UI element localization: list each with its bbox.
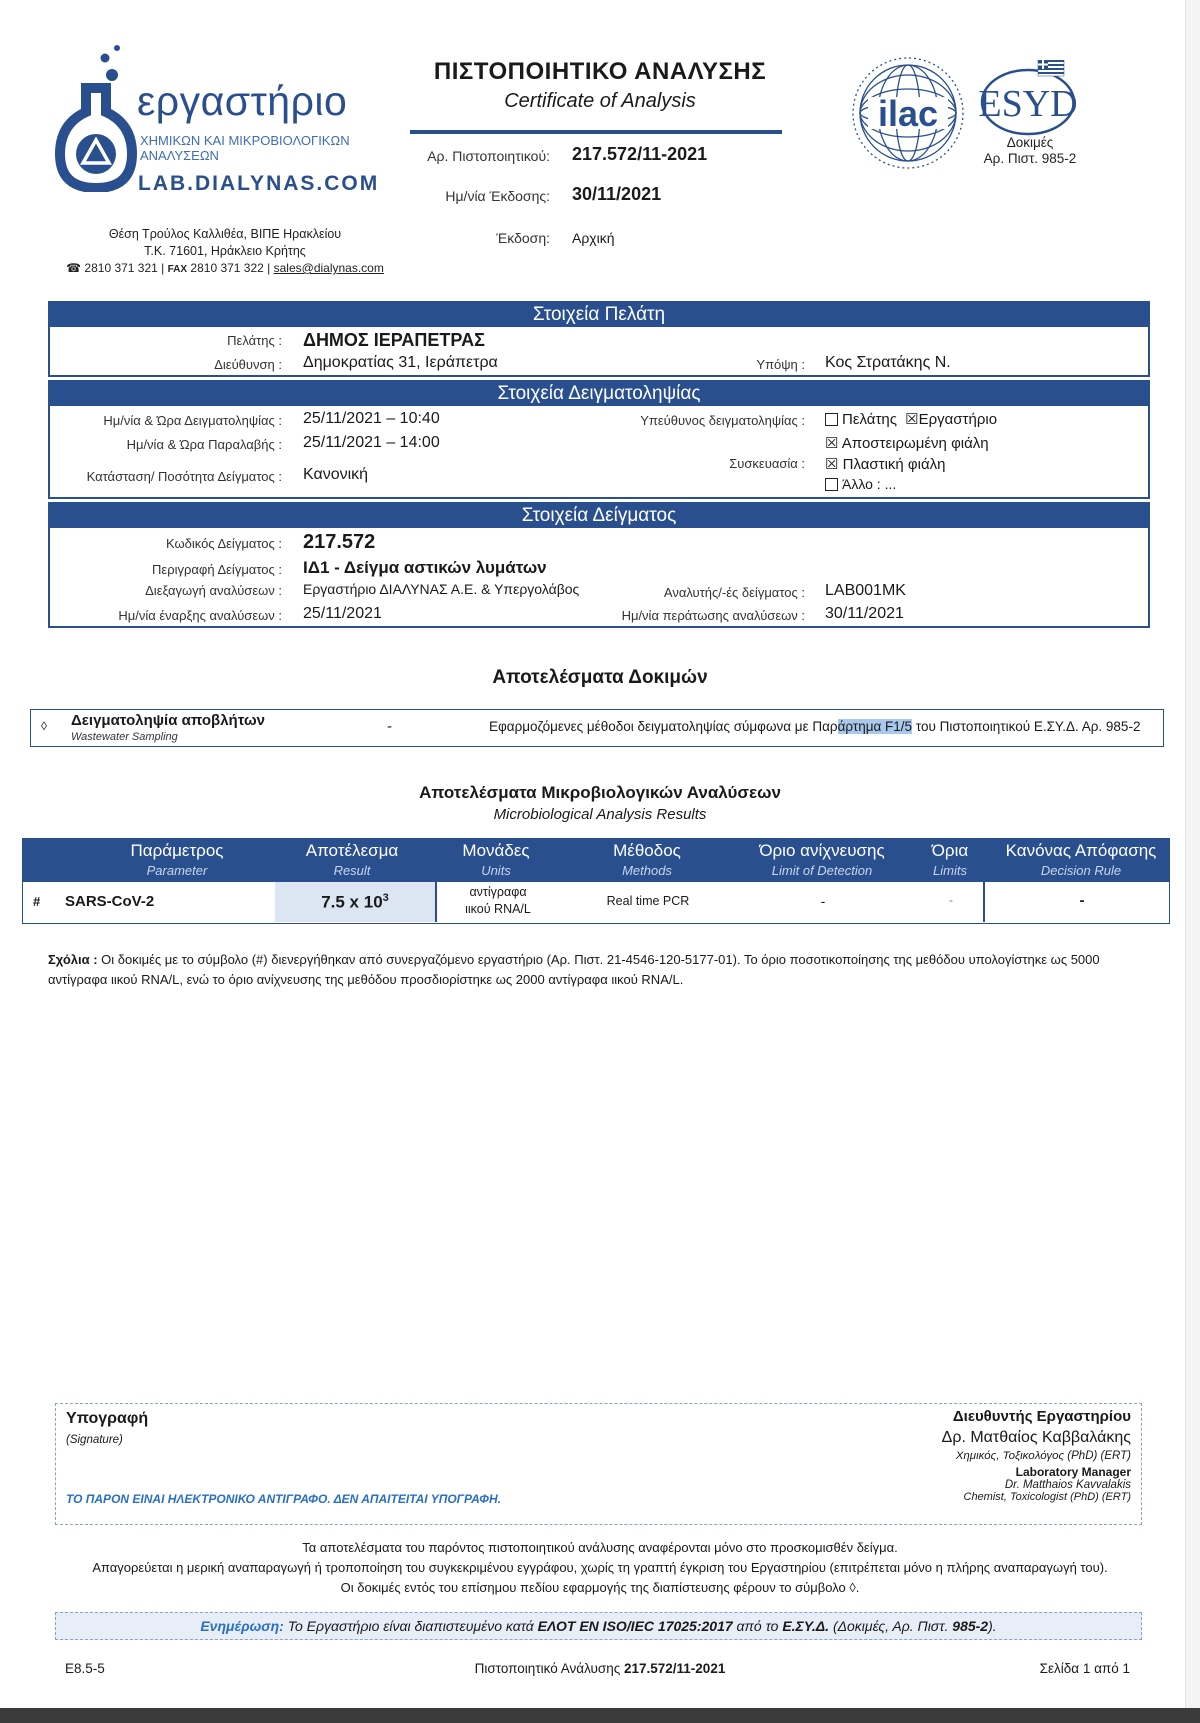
signature-box — [55, 1403, 1142, 1525]
col-units: Μονάδες Units — [462, 841, 530, 878]
certificate-title: ΠΙΣΤΟΠΟΙΗΤΙΚΟ ΑΝΑΛΥΣΗΣ — [433, 58, 767, 85]
pkg-other — [825, 476, 896, 492]
col-methods: Μέθοδος Methods — [613, 841, 681, 878]
client-attn-label: Υπόψη : — [756, 357, 805, 372]
lod-value: - — [820, 893, 826, 909]
sample-description: ΙΔ1 - Δείγμα αστικών λυμάτων — [303, 558, 547, 577]
sampling-band: Στοιχεία Δειγματοληψίας — [50, 382, 1148, 406]
esyd-text: ESYD — [978, 83, 1078, 125]
address-line-1: Θέση Τρούλος Καλλιθέα, ΒΙΠΕ Ηρακλείου — [108, 227, 342, 241]
col-decision: Κανόνας Απόφασης Decision Rule — [1005, 841, 1157, 878]
receipt-datetime: 25/11/2021 – 14:00 — [303, 434, 440, 451]
pkg-sterile-label: Αποστειρωμένη φιάλη — [841, 435, 989, 452]
accredited-symbol: ◊ — [41, 719, 47, 733]
sampling-datetime-label: Ημ/νία & Ώρα Δειγματοληψίας : — [103, 413, 282, 428]
ws-text-post: του Πιστοποιητικού Ε.ΣΥ.Δ. Αρ. 985-2 — [912, 719, 1141, 734]
end-date: 30/11/2021 — [825, 605, 904, 622]
inform-text-mid: από το — [732, 1618, 783, 1634]
inform-body: Ε.ΣΥ.Δ. — [782, 1618, 830, 1634]
results-title: Αποτελέσματα Δοκιμών — [492, 667, 708, 688]
end-date-label: Ημ/νία περάτωσης αναλύσεων : — [621, 608, 805, 623]
cert-no-value: 217.572/11-2021 — [572, 144, 708, 164]
phone-icon: ☎ — [66, 261, 82, 275]
inform-cert-no: 985-2 — [952, 1618, 989, 1634]
page-number: Σελίδα 1 από 1 — [1039, 1661, 1130, 1676]
comment-text: Οι δοκιμές με το σύμβολο (#) διενεργήθηκαν από συνεργαζόμενο εργαστήριο (Αρ. Πιστ. 21-4546-120-5177-01). Το όριο ποσοτικοποίησης της μεθόδου υπολογίστηκε ως 5000 αντίγραφα ιικού RNA/L, ενώ το όριο ανίχνευσης της μεθόδου προσδιορίστηκε ως 2000 αντίγραφα ιικού RNA/L. — [48, 952, 1100, 987]
lab-logo-word: εργαστήριο — [137, 78, 348, 124]
responsible-label: Υπεύθυνος δειγματοληψίας : — [640, 413, 805, 428]
analyst-value: LAB001MK — [825, 582, 906, 599]
condition-value: Κανονική — [303, 466, 369, 483]
comments — [48, 950, 1158, 990]
wastewater-sampling-row — [30, 709, 1164, 747]
table-row — [22, 882, 1170, 924]
checkbox-sterile-checked[interactable]: ☒ — [825, 435, 839, 452]
page-edge-right — [1185, 0, 1200, 1723]
ws-text-pre: Εφαρμοζόμενες μέθοδοι δειγματοληψίας σύμφωνα με Παρ — [489, 719, 838, 734]
performed-value: Εργαστήριο ΔΙΑΛΥΝΑΣ Α.Ε. & Υπεργολάβος — [303, 581, 580, 597]
client-band: Στοιχεία Πελάτη — [50, 303, 1148, 327]
checkbox-lab-checked[interactable]: ☒ — [905, 411, 919, 428]
decision-value: - — [1079, 892, 1085, 909]
manager-block — [942, 1408, 1131, 1503]
cert-no-label: Αρ. Πιστοποιητικού: — [427, 148, 550, 164]
signature-subtitle: (Signature) — [66, 1434, 123, 1446]
sample-code-label: Κωδικός Δείγματος : — [165, 536, 282, 551]
manager-quals-gr: Χημικός, Τοξικολόγος (PhD) (ERT) — [955, 1450, 1131, 1462]
title-underline — [410, 130, 782, 134]
accreditation-notice — [55, 1612, 1142, 1640]
responsible-options — [825, 410, 997, 428]
comment-label: Σχόλια : — [48, 952, 98, 967]
email-link[interactable]: sales@dialynas.com — [273, 261, 384, 275]
units-value: αντίγραφα ιικού RNA/L — [465, 885, 531, 916]
col-lod: Όριο ανίχνευσης Limit of Detection — [759, 841, 885, 878]
address-line-2: Τ.Κ. 71601, Ηράκλειο Κρήτης — [144, 244, 306, 258]
esyd-logo-icon — [978, 60, 1080, 138]
issue-date-value: 30/11/2021 — [572, 184, 662, 204]
row-mark: # — [33, 894, 41, 909]
results-table-header — [22, 838, 1170, 882]
option-lab-label: Εργαστήριο — [918, 411, 998, 428]
packaging-label: Συσκευασία : — [729, 456, 805, 471]
ws-dash: - — [387, 718, 392, 735]
client-address-label: Διεύθυνση : — [214, 357, 282, 372]
ws-subtitle: Wastewater Sampling — [71, 731, 178, 743]
ws-text-highlight: άρτημα F1/5 — [837, 719, 913, 734]
start-date: 25/11/2021 — [303, 605, 382, 622]
inform-text-post: (Δοκιμές, Αρ. Πιστ. — [829, 1618, 953, 1634]
flask-logo-icon — [52, 42, 142, 192]
manager-quals-en: Chemist, Toxicologist (PhD) (ERT) — [963, 1491, 1131, 1503]
pkg-sterile — [825, 434, 989, 452]
greek-flag-icon — [1038, 60, 1064, 76]
option-client-label: Πελάτης — [842, 411, 897, 428]
sample-band: Στοιχεία Δείγματος — [50, 504, 1148, 528]
col-parameter: Παράμετρος Parameter — [130, 841, 224, 878]
electronic-copy-notice: ΤΟ ΠΑΡΟΝ ΕΙΝΑΙ ΗΛΕΚΤΡΟΝΙΚΟ ΑΝΤΙΓΡΑΦΟ. ΔΕΝ ΑΠΑΙΤΕΙΤΑΙ ΥΠΟΓΡΑΦΗ. — [66, 1492, 501, 1506]
pkg-other-label: Άλλο : ... — [842, 476, 897, 492]
footer-cert-no: 217.572/11-2021 — [623, 1661, 726, 1676]
analyst-label: Αναλυτής/-ές δείγματος : — [663, 585, 805, 600]
lab-address — [50, 226, 400, 278]
checkbox-plastic-checked[interactable]: ☒ — [825, 456, 839, 473]
client-name: ΔΗΜΟΣ ΙΕΡΑΠΕΤΡΑΣ — [303, 330, 485, 350]
lab-url[interactable]: LAB.DIALYNAS.COM — [138, 172, 380, 195]
micro-subtitle: Microbiological Analysis Results — [493, 806, 707, 823]
esyd-caption-line2: Αρ. Πιστ. 985-2 — [983, 151, 1077, 166]
method-value: Real time PCR — [606, 894, 690, 908]
manager-name-en: Dr. Matthaios Kavvalakis — [1004, 1479, 1131, 1491]
ws-title: Δειγματοληψία αποβλήτων — [71, 712, 266, 729]
page-edge-bottom — [0, 1708, 1200, 1723]
footnote-3: Οι δοκιμές εντός του επίσημου πεδίου εφαρμογής της διαπίστευσης φέρουν το σύμβολο ◊. — [340, 1580, 860, 1595]
condition-label: Κατάσταση/ Ποσότητα Δείγματος : — [86, 469, 282, 484]
inform-text-pre: Το Εργαστήριο είναι διαπιστευμένο κατά — [287, 1618, 538, 1634]
performed-label: Διεξαγωγή αναλύσεων : — [145, 583, 282, 598]
footnote-2: Απαγορεύεται η μερική αναπαραγωγή ή τροποποίηση του συγκεκριμένου εγγράφου, χωρίς τη γραπτή έγκριση του Εργαστηρίου (επιτρέπεται μόνο η πλήρης αναπαραγωγή του). — [92, 1560, 1108, 1575]
client-address: Δημοκρατίας 31, Ιεράπετρα — [303, 354, 498, 371]
pkg-plastic-label: Πλαστική φιάλη — [842, 456, 946, 473]
manager-role-gr: Διευθυντής Εργαστηρίου — [952, 1408, 1131, 1425]
client-name-label: Πελάτης : — [227, 333, 282, 348]
col-result: Αποτέλεσμα Result — [305, 841, 399, 878]
esyd-caption-line1: Δοκιμές — [1006, 135, 1054, 150]
certificate-title-en: Certificate of Analysis — [504, 90, 696, 112]
phone-number: 2810 371 321 — [84, 261, 158, 275]
checkbox-other[interactable] — [825, 478, 838, 491]
edition-label: Έκδοση: — [496, 230, 550, 246]
inform-text-end: ). — [988, 1618, 997, 1634]
lab-logo-subtitle: ΧΗΜΙΚΩΝ ΚΑΙ ΜΙΚΡΟΒΙΟΛΟΓΙΚΩΝ ΑΝΑΛΥΣΕΩΝ — [140, 133, 350, 163]
sampling-datetime: 25/11/2021 – 10:40 — [303, 410, 440, 427]
signature-title: Υπογραφή — [66, 1410, 149, 1427]
ws-method-text — [489, 719, 1140, 734]
edition-value: Αρχική — [572, 230, 615, 246]
result-value: 7.5 x $10^3$ — [321, 892, 389, 912]
limits-value: - — [949, 893, 953, 907]
sample-code: 217.572 — [303, 531, 376, 553]
footnote-1: Τα αποτελέσματα του παρόντος πιστοποιητικού ανάλυσης αναφέρονται μόνο στο προσκομισθέν δείγμα. — [302, 1540, 898, 1555]
micro-title: Αποτελέσματα Μικροβιολογικών Αναλύσεων — [419, 783, 781, 802]
manager-name-gr: Δρ. Ματθαίος Καββαλάκης — [941, 1429, 1131, 1446]
inform-standard: ΕΛΟΤ EN ISO/IEC 17025:2017 — [537, 1618, 733, 1634]
issue-date-label: Ημ/νία Έκδοσης: — [445, 188, 550, 204]
footer-cert-label: Πιστοποιητικό Ανάλυσης — [474, 1661, 624, 1676]
fax-icon: FAX — [167, 264, 188, 275]
ilac-text: ilac — [877, 93, 939, 134]
receipt-label: Ημ/νία & Ώρα Παραλαβής : — [126, 437, 282, 452]
manager-role-en: Laboratory Manager — [1015, 1465, 1131, 1479]
start-date-label: Ημ/νία έναρξης αναλύσεων : — [118, 608, 282, 623]
contact-line: ☎ 2810 371 321 | FAX 2810 371 322 | sales@dialynas.com — [66, 261, 384, 275]
client-attn: Κος Στρατάκης Ν. — [825, 354, 951, 371]
fax-number: 2810 371 322 — [190, 261, 264, 275]
inform-label: Ενημέρωση: — [200, 1618, 284, 1634]
col-limits: Όρια Limits — [931, 841, 969, 878]
checkbox-client[interactable] — [825, 413, 838, 426]
sample-desc-label: Περιγραφή Δείγματος : — [152, 562, 282, 577]
form-code: E8.5-5 — [65, 1661, 105, 1676]
parameter-value: SARS-CoV-2 — [65, 893, 155, 910]
pkg-plastic — [825, 455, 946, 473]
esyd-caption — [965, 135, 1095, 167]
ilac-logo-icon — [850, 55, 966, 171]
